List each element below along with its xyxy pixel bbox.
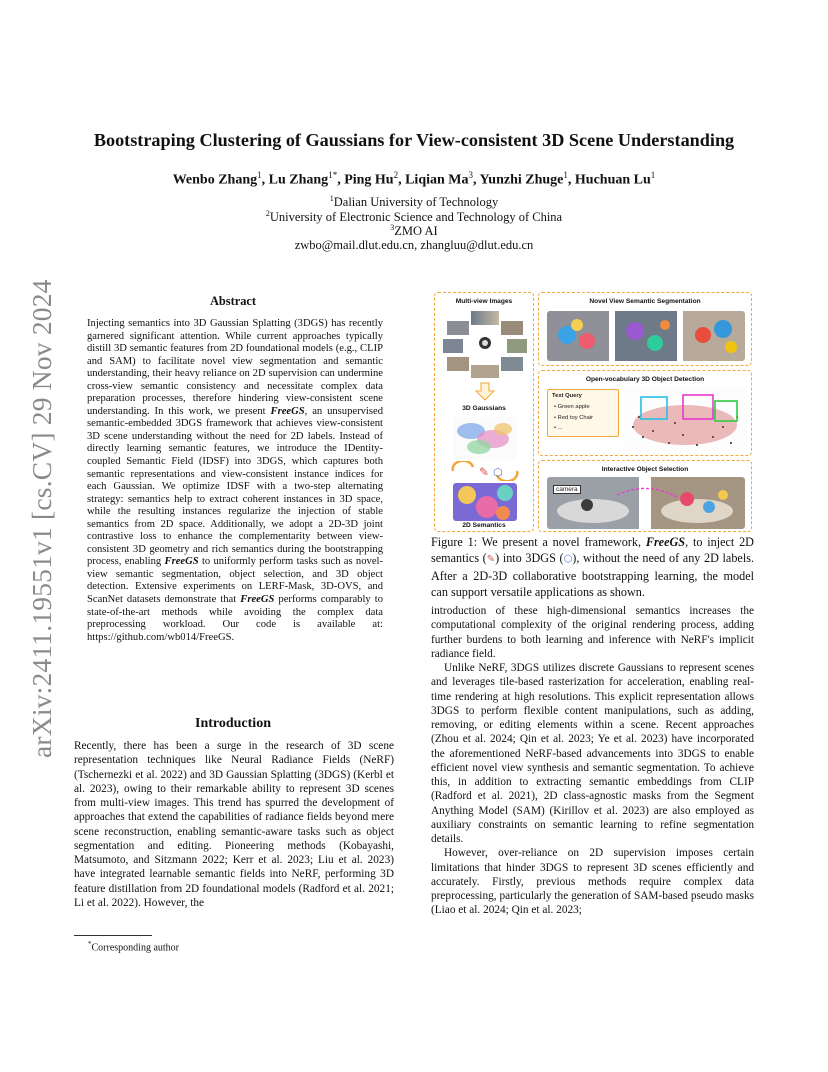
abstract-text: Injecting semantics into 3D Gaussian Splatting (3DGS) has recently garnered significant attention. While current approaches typically distill 3D semantic features from 2D foundational models (e.g., CLIP and SAM) to facilitate novel view segmentation and semantic understanding, their heavy reliance on 2D supervision can undermine cross-view semantic consistency and necessitate complex data preparation processes, therefore hindering view-consistent scene understanding. In this work, we present: [87, 318, 383, 417]
paragraph-3: However, over-reliance on 2D supervision imposes certain limitations that hinder 3DGS to represent 3D scenes efficiently and accurately. Firstly, previous methods require complex data preprocessing, particularly the generation of SAM-based pseudo masks (Liao et al. 2024; Qin et al. 2023;: [431, 847, 754, 917]
gaussian-cube-icon: ⬡: [563, 554, 573, 565]
method-name: FreeGS: [240, 594, 275, 606]
query-item-1: • Green apple: [554, 404, 590, 410]
author-name: Yunzhi Zhuge: [479, 172, 564, 188]
figure-caption: Figure 1: We present a novel framework, FreeGS, to inject 2D semantics (✎) into 3DGS (⬡), without the need of any 2D labels. After a 2D-3D collaborative bootstrapping learning, the model can support versatile applications as shown.: [431, 535, 754, 599]
semantics2d-label: 2D Semantics: [462, 522, 506, 529]
query-item-2: • Red toy Chair: [554, 415, 594, 421]
open-vocab-label: Open-vocabulary 3D Object Detection: [585, 376, 705, 383]
svg-text:⬡: ⬡: [493, 466, 503, 479]
query-item-3: • ...: [554, 425, 563, 431]
author-name: Lu Zhang: [268, 172, 329, 188]
affiliation-3: $^3$ZMO AI: [390, 223, 438, 239]
paragraph-1: introduction of these high-dimensional semantics increases the computational complexity of the original rendering process, adding further burdens to both learning and inference with NeRF's implicit radiance field.: [431, 605, 754, 660]
arxiv-id: arXiv:2411.19551v1 [cs.CV] 29 Nov 2024: [26, 279, 57, 758]
interactive-panel: [538, 460, 752, 532]
method-name: FreeGS: [164, 556, 199, 568]
abstract-text: performs comparably to state-of-the-art methods while avoiding the complex data preprocessing workload. Our code is available at: https://github.com/wb014/FreeGS.: [87, 594, 383, 643]
gaussians-label: 3D Gaussians: [462, 405, 506, 412]
text-query-label: Text Query: [552, 393, 582, 399]
multiview-label: Multi-view Images: [455, 298, 513, 305]
author-affiliation-mark: 1: [650, 170, 656, 180]
author-emails: zwbo@mail.dlut.edu.cn, zhangluu@dlut.edu.cn: [294, 238, 534, 252]
abstract-text: to uniformly perform tasks such as novel-view semantic segmentation, object selection, and 3D object detection. Extensive experiments on LERF-Mask, 3D-OVS, and ScanNet datasets demonstrate that: [87, 556, 384, 606]
multiview-ring-image: [443, 309, 527, 379]
gaussians-image: [453, 417, 517, 459]
paragraph-2: Unlike NeRF, 3DGS utilizes discrete Gaussians to represent scenes and leverages tile-based rasterization for acceleration, enabling real-time rendering at high resolutions. This explicit representation allows 3DGS to perform flexible content manipulations, such as adding, removing, or editing elements within a scene. Recent approaches (Zhou et al. 2024; Qin et al. 2023; Ye et al. 2023) have incorporated the aforementioned NeRF-based advancements into 3DGS to enable efficient novel view synthesis and semantic segmentation. To achieve this, in addition to extracting semantic embeddings from CLIP (Radford et al. 2021), 2D class-agnostic masks from the Segment Anything Model (SAM) (Kirillov et al. 2023) are also employed as auxiliary constraints on semantic learning to refine segmentation details.: [431, 662, 754, 845]
pipeline-panel: [434, 292, 534, 532]
novel-view-panel: [538, 292, 752, 366]
author-name: Ping Hu: [344, 172, 394, 188]
camera-tag: camera: [553, 485, 581, 494]
novel-view-images: [547, 311, 745, 361]
abstract-text: , an unsupervised semantic-embedded 3DGS framework that achieves view-consistent 3D scene understanding without the need for 2D labels. Instead of directly learning semantic features, we introduce the IDentity-coupled Semantic Field (IDSF) into 3DGS, which captures both semantic representations and view-consistent instance indices for each Gaussian. We optimize IDSF with a two-step alternating strategy: semantics help to extract coherent instances in 3D space, while the resulting instances regularize the injection of stable semantics from 2D space. Additionally, we adopt a 2D-3D joint contrastive loss to enhance the complementarity between view-consistent 3D geometry and rich semantics during the bootstrapping process, enabling: [87, 405, 383, 568]
footnote: *Corresponding author: [88, 940, 179, 954]
arxiv-stamp: [26, 278, 60, 758]
bootstrap-cycle-icon: [449, 461, 521, 481]
abstract-body: [87, 318, 383, 644]
author-name: Wenbo Zhang: [172, 172, 258, 188]
author-name: Huchuan Lu: [574, 172, 651, 188]
author-affiliation-mark: 1: [563, 170, 568, 180]
method-name: FreeGS: [270, 405, 305, 417]
open-vocab-panel: [538, 370, 752, 456]
author-name: Liqian Ma: [405, 172, 469, 188]
footnote-rule: [74, 935, 152, 936]
novel-view-label: Novel View Semantic Segmentation: [589, 298, 701, 305]
abstract-heading: Abstract: [209, 294, 257, 308]
interactive-label: Interactive Object Selection: [601, 466, 689, 473]
author-affiliation-mark: 3: [468, 170, 473, 180]
introduction-body: Recently, there has been a surge in the research of 3D scene representation techniques like Neural Radiance Fields (NeRF) (Tschernezki et al. 2022) and 3D Gaussian Splatting (3DGS) (Kerbl et al. 2023), owing to their remarkable ability to represent 3D scenes from multi-view images. This trend has spurred the development of approaches that extend the capabilities of radiance fields beyond mere scene reconstruction, enabling semantic-aware tasks such as object segmentation and editing. Pioneering methods (Kobayashi, Matsumoto, and Sitzmann 2022; Kerr et al. 2023; Liu et al. 2023) have integrated learnable semantic fields into NeRF, performing 3D feature distillation from 2D foundational models (Radford et al. 2021; Li et al. 2022). However, the: [74, 740, 394, 909]
figure-1: [432, 290, 754, 534]
paper-title: Bootstraping Clustering of Gaussians for View-consistent 3D Scene Understanding: [93, 130, 735, 150]
down-arrow-icon: [475, 381, 495, 401]
affiliation-2: $^2$University of Electronic Science and Technology of China: [265, 209, 563, 225]
svg-text:✎: ✎: [479, 465, 490, 479]
text-query-box: [547, 389, 619, 437]
semantics-2d-image: [453, 483, 517, 521]
right-column-body: [431, 604, 754, 918]
point-cloud-detection-image: [623, 387, 747, 451]
author-affiliation-mark: 1: [257, 170, 262, 180]
pencil-icon: ✎: [486, 554, 496, 565]
author-affiliation-mark: 1*: [328, 170, 338, 180]
introduction-heading: Introduction: [195, 716, 271, 731]
affiliation-1: $^1$Dalian University of Technology: [329, 194, 499, 210]
author-list: Wenbo Zhang$^1$, Lu Zhang$^{1*}$, Ping Hu$^2$, Liqian Ma$^3$, Yunzhi Zhuge$^1$, Huchuan Lu$^1$: [172, 170, 656, 188]
author-affiliation-mark: 2: [393, 170, 399, 180]
